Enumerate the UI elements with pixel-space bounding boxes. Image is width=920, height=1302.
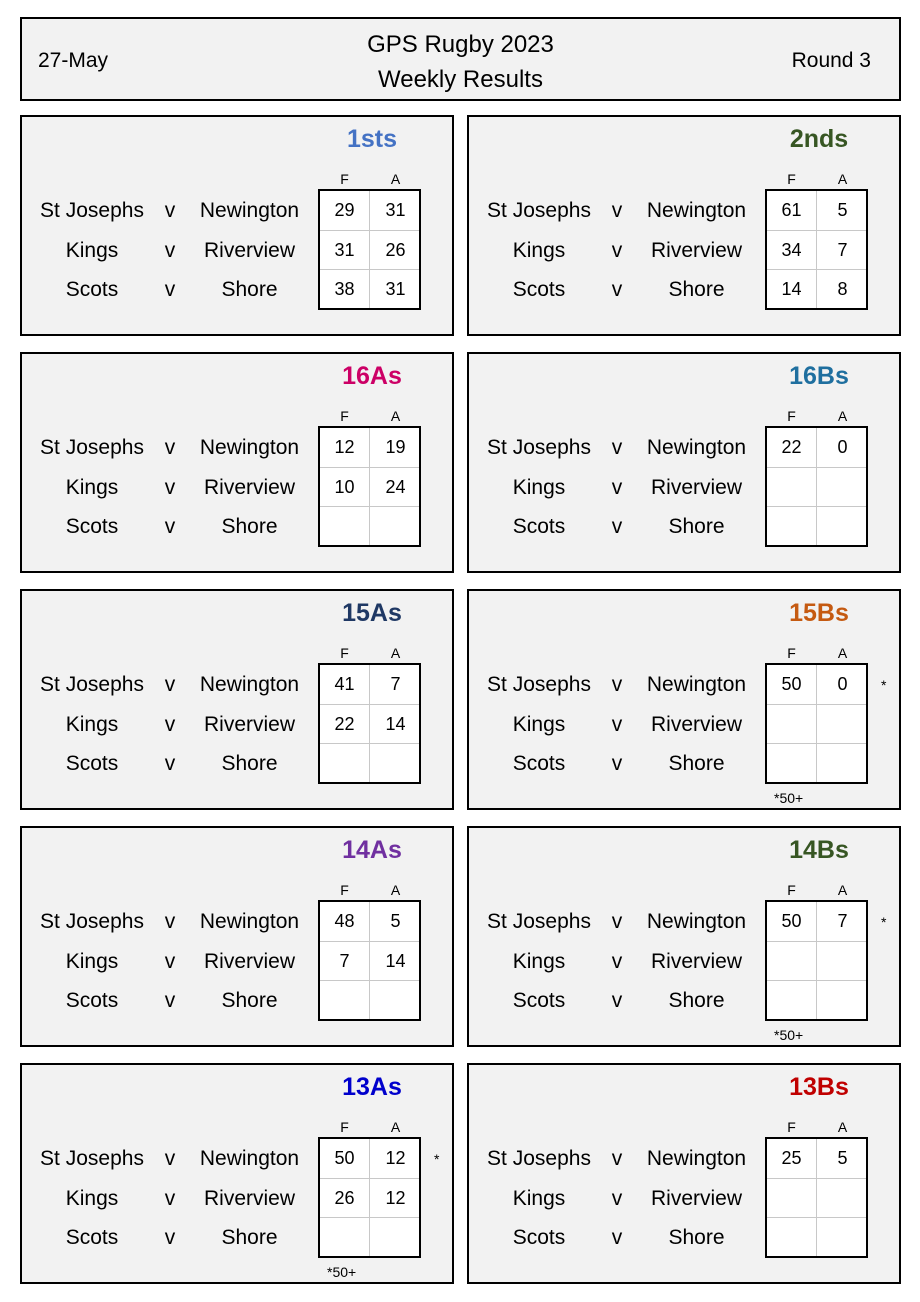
home-team: St Josephs [40,436,144,459]
score-against [818,705,867,744]
home-team: St Josephs [40,1147,144,1170]
score-against: 24 [385,477,406,497]
against-header: A [837,645,848,661]
results-header [20,17,901,101]
score-for: 26 [334,1188,355,1208]
score-against: 0 [837,437,848,457]
results-panel [467,826,901,1047]
match-date: 27-May [38,49,109,72]
versus-label: v [164,1147,176,1170]
score-against [818,468,867,507]
versus-label: v [164,476,176,499]
away-team: Newington [646,199,747,222]
away-team: Newington [199,1147,300,1170]
results-panel [20,1063,454,1284]
home-team: Kings [65,713,119,736]
away-team: Shore [668,278,725,301]
home-team: Kings [512,239,566,262]
score-against [818,981,867,1020]
score-column-divider [369,428,370,545]
score-against [371,1218,420,1257]
versus-label: v [164,989,176,1012]
score-for: 25 [781,1148,802,1168]
versus-label: v [164,436,176,459]
home-team: Scots [65,752,119,775]
score-against: 31 [385,200,406,220]
score-for: 61 [781,200,802,220]
home-team: Kings [512,476,566,499]
score-table [765,189,868,310]
score-for: 22 [334,714,355,734]
results-panel [467,352,901,573]
away-team: Shore [221,752,278,775]
score-against: 14 [385,951,406,971]
versus-label: v [611,910,623,933]
score-against [371,507,420,546]
against-header: A [390,1119,401,1135]
score-for [767,981,816,1020]
away-team: Newington [199,436,300,459]
home-team: Kings [512,950,566,973]
score-against [818,744,867,783]
score-against: 12 [385,1148,406,1168]
score-table [318,426,421,547]
score-table [318,189,421,310]
score-against: 5 [390,911,401,931]
score-for [320,744,369,783]
grade-title: 16Bs [789,362,849,390]
score-column-divider [369,191,370,308]
home-team: Scots [512,1226,566,1249]
score-table [765,1137,868,1258]
results-panel [20,589,454,810]
score-column-divider [816,1139,817,1256]
versus-label: v [164,199,176,222]
score-table [765,663,868,784]
home-team: Kings [65,239,119,262]
away-team: Newington [646,1147,747,1170]
away-team: Riverview [203,476,295,499]
score-against: 31 [385,279,406,299]
score-column-divider [816,902,817,1019]
home-team: Scots [512,278,566,301]
score-for: 50 [781,911,802,931]
for-header: F [340,1119,349,1135]
score-column-divider [369,665,370,782]
away-team: Newington [199,673,300,696]
home-team: St Josephs [40,673,144,696]
score-for [767,942,816,981]
for-header: F [340,645,349,661]
home-team: Scots [65,1226,119,1249]
grade-title: 15As [342,599,402,627]
for-header: F [787,882,796,898]
away-team: Shore [668,989,725,1012]
against-header: A [390,171,401,187]
for-header: F [787,171,796,187]
score-against: 7 [837,240,848,260]
away-team: Shore [668,1226,725,1249]
bonus-note: *50+ [774,790,804,806]
score-against [818,942,867,981]
versus-label: v [611,989,623,1012]
bonus-note: *50+ [774,1027,804,1043]
versus-label: v [164,950,176,973]
score-for: 50 [334,1148,355,1168]
versus-label: v [611,278,623,301]
score-for: 14 [781,279,802,299]
score-against [818,1218,867,1257]
home-team: Scots [512,989,566,1012]
score-for [767,1218,816,1257]
score-for: 31 [334,240,355,260]
home-team: Scots [512,752,566,775]
home-team: St Josephs [40,199,144,222]
away-team: Riverview [203,1187,295,1210]
for-header: F [340,882,349,898]
versus-label: v [611,1147,623,1170]
score-against: 0 [837,674,848,694]
score-for [767,1179,816,1218]
away-team: Shore [668,515,725,538]
score-for: 12 [334,437,355,457]
score-against: 5 [837,1148,848,1168]
home-team: St Josephs [40,910,144,933]
score-against: 7 [390,674,401,694]
score-column-divider [369,1139,370,1256]
versus-label: v [164,239,176,262]
away-team: Shore [221,989,278,1012]
versus-label: v [164,515,176,538]
versus-label: v [611,1226,623,1249]
score-for [767,705,816,744]
score-for: 41 [334,674,355,694]
versus-label: v [611,239,623,262]
versus-label: v [164,1187,176,1210]
away-team: Shore [221,1226,278,1249]
header-title-block [22,27,899,97]
results-panel [467,115,901,336]
home-team: St Josephs [487,436,591,459]
grade-title: 16As [342,362,402,390]
home-team: Scots [65,515,119,538]
away-team: Newington [199,199,300,222]
score-table [318,1137,421,1258]
away-team: Shore [221,515,278,538]
home-team: St Josephs [487,199,591,222]
bonus-note: *50+ [327,1264,357,1280]
versus-label: v [611,436,623,459]
home-team: Scots [512,515,566,538]
score-column-divider [816,191,817,308]
away-team: Riverview [650,239,742,262]
home-team: St Josephs [487,1147,591,1170]
results-panel [20,115,454,336]
versus-label: v [611,950,623,973]
away-team: Riverview [203,239,295,262]
away-team: Newington [199,910,300,933]
score-against: 12 [385,1188,406,1208]
score-column-divider [816,428,817,545]
score-table [318,900,421,1021]
away-team: Newington [646,673,747,696]
grade-title: 2nds [789,125,849,153]
away-team: Riverview [650,950,742,973]
home-team: St Josephs [487,910,591,933]
away-team: Newington [646,436,747,459]
versus-label: v [611,752,623,775]
home-team: St Josephs [487,673,591,696]
for-header: F [340,171,349,187]
grade-title: 13Bs [789,1073,849,1101]
versus-label: v [611,1187,623,1210]
score-against: 14 [385,714,406,734]
home-team: Kings [512,1187,566,1210]
score-against: 5 [837,200,848,220]
away-team: Newington [646,910,747,933]
home-team: Scots [65,989,119,1012]
score-for [767,507,816,546]
for-header: F [787,408,796,424]
away-team: Riverview [650,476,742,499]
score-for: 48 [334,911,355,931]
away-team: Shore [668,752,725,775]
home-team: Kings [65,476,119,499]
for-header: F [787,1119,796,1135]
score-column-divider [816,665,817,782]
score-against: 19 [385,437,406,457]
versus-label: v [164,673,176,696]
versus-label: v [611,476,623,499]
versus-label: v [164,910,176,933]
grade-title: 14Bs [789,836,849,864]
score-for: 38 [334,279,355,299]
against-header: A [390,408,401,424]
score-against: 8 [837,279,848,299]
against-header: A [837,408,848,424]
for-header: F [340,408,349,424]
away-team: Riverview [650,1187,742,1210]
away-team: Riverview [203,950,295,973]
round-label: Round 3 [791,49,871,72]
score-for: 29 [334,200,355,220]
away-team: Shore [221,278,278,301]
against-header: A [837,1119,848,1135]
against-header: A [837,882,848,898]
grade-title: 1sts [346,125,398,153]
score-against [818,1179,867,1218]
score-against: 26 [385,240,406,260]
score-for [320,981,369,1020]
score-against [371,981,420,1020]
score-for: 7 [339,951,350,971]
score-against [371,744,420,783]
score-for [767,468,816,507]
score-for: 34 [781,240,802,260]
versus-label: v [611,713,623,736]
page-title: GPS Rugby 2023 [367,31,554,58]
score-table [765,900,868,1021]
grade-title: 15Bs [789,599,849,627]
results-panel [467,589,901,810]
versus-label: v [611,199,623,222]
score-against: 7 [837,911,848,931]
home-team: Kings [65,950,119,973]
home-team: Kings [65,1187,119,1210]
bonus-marker: * [881,677,887,693]
against-header: A [390,645,401,661]
versus-label: v [611,515,623,538]
score-for: 22 [781,437,802,457]
score-for [320,507,369,546]
score-against [818,507,867,546]
bonus-marker: * [881,914,887,930]
score-table [318,663,421,784]
results-panel [20,826,454,1047]
score-for [767,744,816,783]
versus-label: v [164,278,176,301]
results-panel [467,1063,901,1284]
page-subtitle: Weekly Results [378,66,543,93]
score-table [765,426,868,547]
score-column-divider [369,902,370,1019]
home-team: Scots [65,278,119,301]
results-panel [20,352,454,573]
versus-label: v [164,713,176,736]
away-team: Riverview [203,713,295,736]
versus-label: v [164,1226,176,1249]
versus-label: v [611,673,623,696]
score-for: 50 [781,674,802,694]
grade-title: 14As [342,836,402,864]
versus-label: v [164,752,176,775]
grade-title: 13As [342,1073,402,1101]
score-for [320,1218,369,1257]
home-team: Kings [512,713,566,736]
bonus-marker: * [434,1151,440,1167]
score-for: 10 [334,477,355,497]
for-header: F [787,645,796,661]
against-header: A [837,171,848,187]
against-header: A [390,882,401,898]
away-team: Riverview [650,713,742,736]
